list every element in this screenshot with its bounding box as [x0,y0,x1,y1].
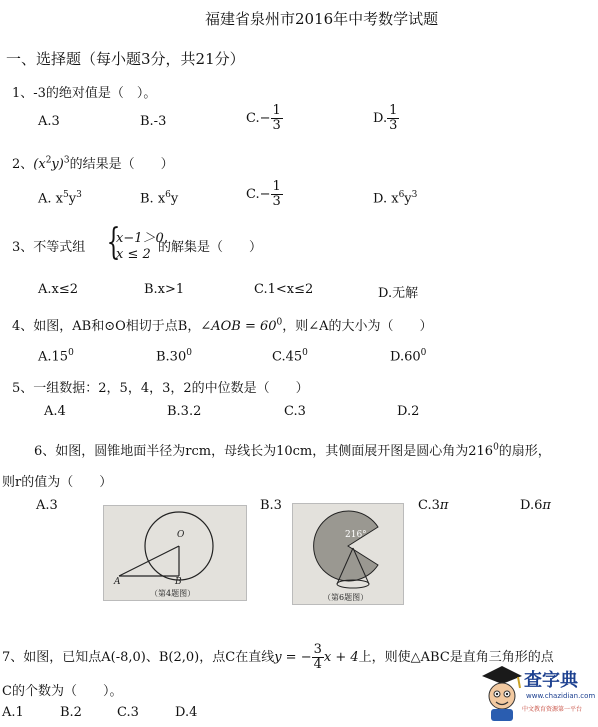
q5-option-a: A.4 [44,404,66,419]
figure-6 [292,503,404,605]
q2-option-d: D. $x^6y^3$ [373,190,418,207]
figure-4-label-o: O [177,530,185,540]
q2-option-b: B. $x^6y$ [140,190,179,207]
system-brace: { [106,222,121,263]
question-3-stem-suffix: 的解集是（ ） [158,240,263,255]
q6-option-b: B.3 [260,498,282,513]
q3-option-c: C.1<x≤2 [254,282,314,297]
q6-option-d: D.6π [520,498,551,513]
q5-option-d: D.2 [397,404,420,419]
q7-option-c: C.3 [117,705,139,720]
logo-slogan: 中文教育资源第一平台 [522,706,583,713]
question-1-stem: 1、-3的绝对值是（ ）。 [12,86,157,101]
q3-option-a: A.x≤2 [38,282,79,297]
question-6-stem-line-2: 则r的值为（ ） [2,475,113,490]
page-title: 福建省泉州市2016年中考数学试题 [205,10,439,28]
figure-6-angle-label: 216° [345,530,367,540]
figure-4-label-a: A [114,577,121,587]
q4-option-c: $C.45^0$ [272,348,308,365]
q3-inequality-2: x ≤ 2 [116,247,151,262]
question-5-stem: 5、一组数据：2，5，4，3，2的中位数是（ ） [12,381,309,396]
q7-option-b: B.2 [60,705,82,720]
q3-option-b: B.x>1 [144,282,185,297]
q5-option-c: C.3 [284,404,306,419]
figure-4-caption: （第4题图） [150,589,196,598]
figure-6-drawing [293,504,403,604]
q5-option-b: B.3.2 [167,404,202,419]
question-2-stem: 2、$(x^2y)^3$的结果是（ ） [12,155,174,172]
q1-option-a: A.3 [38,114,60,129]
q2-option-c: C.− $\frac{1}{3}$ [246,179,281,209]
q7-option-d: D.4 [175,705,198,720]
q1-option-b: B.-3 [140,114,167,129]
mascot-icon [480,664,524,724]
q4-option-b: $B.30^0$ [156,348,192,365]
q1-option-c: C.− $\frac{1}{3}$ [246,103,281,133]
section-heading: 一、选择题（每小题3分，共21分） [6,50,245,68]
chazidian-logo [480,660,598,727]
q7-option-a: A.1 [2,705,24,720]
question-7-stem-line-1: 7、如图，已知点A(-8,0)、B(2,0)，点C在直线y = − $\frac{3}{4}$ x + 4上，则使△ABC是直角三角形的点 [2,642,554,672]
q6-option-c: C.3π [418,498,449,513]
figure-4-label-b: B [175,577,182,587]
q3-inequality-1: x−1＞0, [116,231,168,246]
q4-option-d: $D.60^0$ [390,348,427,365]
question-4-stem: 4、如图，AB和⊙O相切于点B，∠AOB = $60^0$，则∠A的大小为（ ） [12,317,433,334]
logo-name: 查字典 [524,670,578,691]
q2-option-a: A. $x^5y^3$ [38,190,82,207]
logo-url: www.chazidian.com [526,692,596,700]
question-3-stem-prefix: 3、不等式组 [12,240,86,255]
figure-6-caption: （第6题图） [323,593,369,602]
question-7-stem-line-2: C的个数为（ ）。 [2,684,123,699]
q3-option-d: D.无解 [378,286,419,301]
figure-4 [103,505,247,601]
q6-option-a: A.3 [36,498,58,513]
q1-option-d: D. $\frac{1}{3}$ [373,103,398,133]
question-6-stem-line-1: 6、如图，圆锥地面半径为rcm，母线长为10cm，其侧面展开图是圆心角为$216^0$的扇形， [34,442,551,459]
q4-option-a: $A.15^0$ [38,348,74,365]
